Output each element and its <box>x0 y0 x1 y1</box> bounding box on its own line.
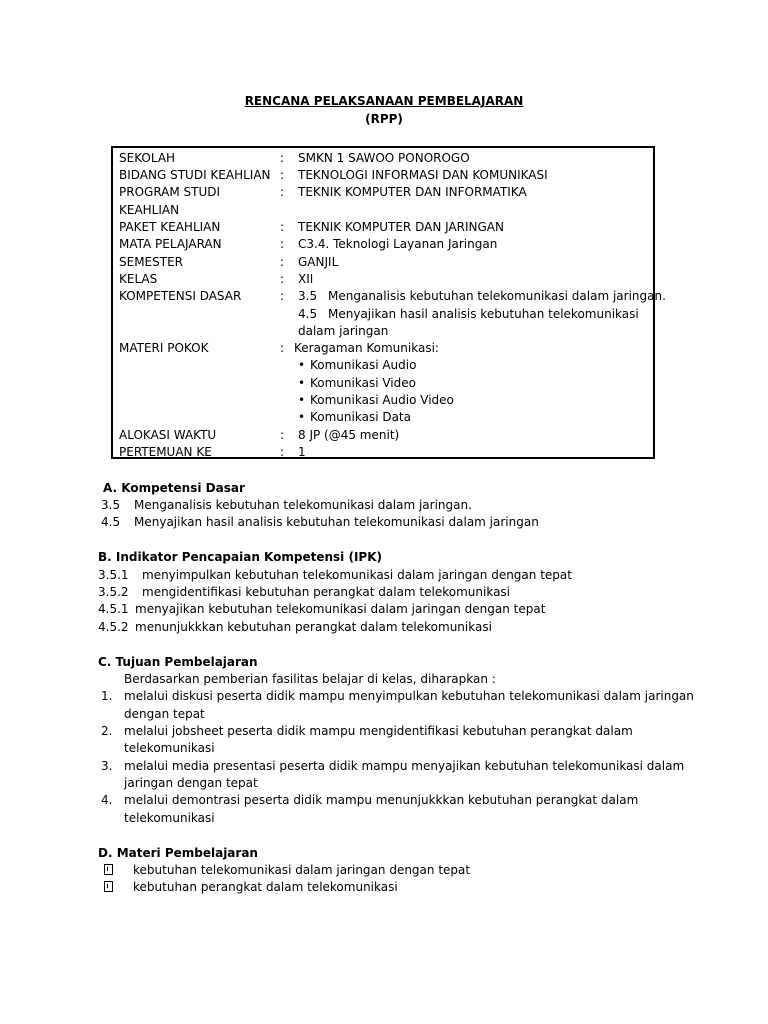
identity-table <box>111 146 666 459</box>
list-item <box>298 376 416 390</box>
materi-item-text: Komunikasi Data <box>310 410 411 424</box>
list-item <box>298 358 416 372</box>
value-sekolah: SMKN 1 SAWOO PONOROGO <box>298 151 470 165</box>
value-kd-2 <box>298 307 639 321</box>
item-text: Menganalisis kebutuhan telekomunikasi dalam jaringan. <box>134 498 472 512</box>
item-text: mengidentifikasi kebutuhan perangkat dalam telekomunikasi <box>142 585 511 599</box>
section-a-heading: A. Kompetensi Dasar <box>103 481 245 495</box>
section-c-intro: Berdasarkan pemberian fasilitas belajar di kelas, diharapkan : <box>124 672 496 686</box>
kd-text: Menyajikan hasil analisis kebutuhan telekomunikasi <box>328 307 639 321</box>
label-semester: SEMESTER <box>119 255 184 269</box>
label-program-cont: KEAHLIAN <box>119 203 180 217</box>
label-kelas: KELAS <box>119 272 158 286</box>
value-pertemuan: 1 <box>298 445 306 459</box>
item-text: melalui diskusi peserta didik mampu menyimpulkan kebutuhan telekomunikasi dalam jaringan <box>124 689 694 703</box>
item-text-cont: dengan tepat <box>124 707 205 721</box>
item-text: menunjukkkan kebutuhan perangkat dalam telekomunikasi <box>135 620 492 634</box>
value-program: TEKNIK KOMPUTER DAN INFORMATIKA <box>298 185 527 199</box>
item-text-cont: telekomunikasi <box>124 811 215 825</box>
bullet-icon: • <box>298 410 306 424</box>
value-bidang: TEKNOLOGI INFORMASI DAN KOMUNIKASI <box>298 168 548 182</box>
item-number: 4. <box>101 793 113 807</box>
label-materi: MATERI POKOK <box>119 341 209 355</box>
missing-glyph-icon <box>104 881 113 892</box>
section-d-heading: D. Materi Pembelajaran <box>98 846 258 860</box>
list-item <box>98 620 492 634</box>
section-b-heading: B. Indikator Pencapaian Kompetensi (IPK) <box>98 550 382 564</box>
value-kd-1 <box>298 289 666 303</box>
missing-glyph-icon <box>104 864 113 875</box>
item-number: 1. <box>101 689 113 703</box>
label-pertemuan: PERTEMUAN KE <box>119 445 212 459</box>
colon: : <box>280 341 285 355</box>
colon: : <box>280 289 285 303</box>
item-text: kebutuhan perangkat dalam telekomunikasi <box>133 880 398 894</box>
label-paket: PAKET KEAHLIAN <box>119 220 221 234</box>
colon: : <box>280 168 285 182</box>
item-text-cont: jaringan dengan tepat <box>124 776 258 790</box>
colon: : <box>280 428 285 442</box>
kd-number: 4.5 <box>298 307 318 321</box>
item-text: Menyajikan hasil analisis kebutuhan telekomunikasi dalam jaringan <box>134 515 539 529</box>
item-text: menyajikan kebutuhan telekomunikasi dalam jaringan dengan tepat <box>135 602 546 616</box>
list-item <box>101 498 472 512</box>
colon: : <box>280 237 285 251</box>
list-item <box>98 585 510 599</box>
item-number: 4.5.1 <box>98 602 129 616</box>
colon: : <box>280 272 285 286</box>
item-text: melalui demontrasi peserta didik mampu menunjukkkan kebutuhan perangkat dalam <box>124 793 639 807</box>
section-c-heading: C. Tujuan Pembelajaran <box>98 655 258 669</box>
document-title: RENCANA PELAKSANAAN PEMBELAJARAN <box>244 94 524 108</box>
colon: : <box>280 151 285 165</box>
label-bidang: BIDANG STUDI KEAHLIAN <box>119 168 271 182</box>
item-text: kebutuhan telekomunikasi dalam jaringan dengan tepat <box>133 863 471 877</box>
list-item <box>298 410 411 424</box>
kd-number: 3.5 <box>298 289 318 303</box>
item-text: melalui media presentasi peserta didik mampu menyajikan kebutuhan telekomunikasi dalam <box>124 759 685 773</box>
value-semester: GANJIL <box>298 255 339 269</box>
item-number: 4.5.2 <box>98 620 129 634</box>
kd-text: Menganalisis kebutuhan telekomunikasi dalam jaringan. <box>328 289 666 303</box>
value-alokasi: 8 JP (@45 menit) <box>298 428 400 442</box>
item-number: 4.5 <box>101 515 121 529</box>
item-number: 2. <box>101 724 113 738</box>
item-number: 3.5.2 <box>98 585 129 599</box>
list-item <box>104 880 398 894</box>
colon: : <box>280 255 285 269</box>
value-mapel: C3.4. Teknologi Layanan Jaringan <box>298 237 498 251</box>
label-alokasi: ALOKASI WAKTU <box>119 428 217 442</box>
document-subtitle: (RPP) <box>365 112 403 126</box>
value-kd-2-cont: dalam jaringan <box>298 324 389 338</box>
colon: : <box>280 220 285 234</box>
value-materi-intro: Keragaman Komunikasi: <box>294 341 439 355</box>
item-number: 3. <box>101 759 113 773</box>
list-item <box>298 393 454 407</box>
item-number: 3.5 <box>101 498 121 512</box>
value-kelas: XII <box>298 272 314 286</box>
label-sekolah: SEKOLAH <box>119 151 176 165</box>
colon: : <box>280 185 285 199</box>
list-item <box>104 863 470 877</box>
item-number: 3.5.1 <box>98 568 129 582</box>
list-item <box>101 515 539 529</box>
bullet-icon: • <box>298 376 306 390</box>
label-mapel: MATA PELAJARAN <box>119 237 222 251</box>
materi-item-text: Komunikasi Video <box>310 376 416 390</box>
bullet-icon: • <box>298 393 306 407</box>
bullet-icon: • <box>298 358 306 372</box>
value-paket: TEKNIK KOMPUTER DAN JARINGAN <box>298 220 504 234</box>
item-text: melalui jobsheet peserta didik mampu mengidentifikasi kebutuhan perangkat dalam <box>124 724 633 738</box>
materi-item-text: Komunikasi Audio <box>310 358 417 372</box>
label-kd: KOMPETENSI DASAR <box>119 289 242 303</box>
label-program: PROGRAM STUDI <box>119 185 221 199</box>
item-text: menyimpulkan kebutuhan telekomunikasi dalam jaringan dengan tepat <box>142 568 572 582</box>
list-item <box>98 602 545 616</box>
materi-item-text: Komunikasi Audio Video <box>310 393 454 407</box>
list-item <box>98 568 572 582</box>
item-text-cont: telekomunikasi <box>124 741 215 755</box>
colon: : <box>280 445 285 459</box>
